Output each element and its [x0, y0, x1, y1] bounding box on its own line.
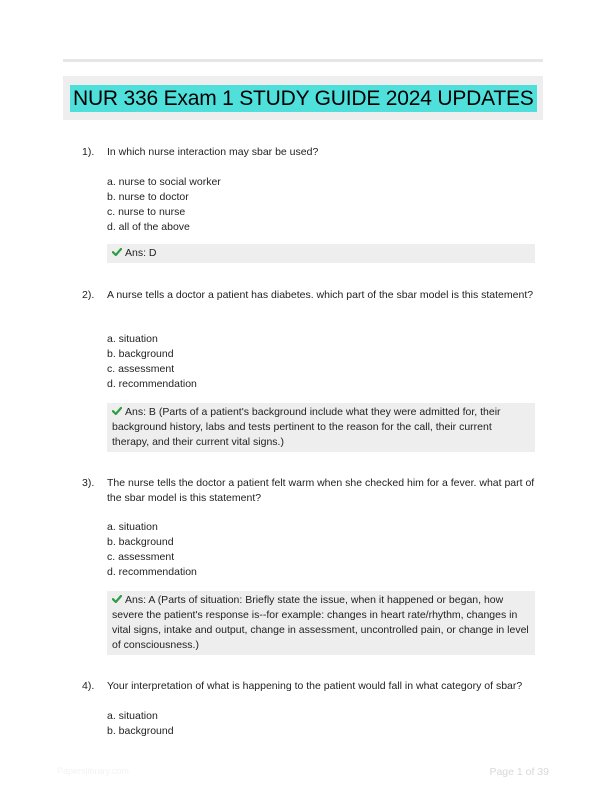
option: c. assessment	[107, 363, 175, 375]
options-list	[107, 332, 197, 392]
top-rule	[63, 59, 543, 62]
option: b. background	[107, 725, 174, 737]
check-icon	[112, 247, 122, 257]
question-number: 3).	[82, 477, 95, 489]
option: a. nurse to social worker	[107, 176, 221, 188]
options-list	[107, 175, 221, 235]
answer-text: Ans: D	[125, 247, 157, 259]
answer-box	[107, 244, 535, 263]
option: c. nurse to nurse	[107, 206, 186, 218]
answer-text: Ans: A (Parts of situation: Briefly state the issue, when it happened or began, how severe the patient's response is--for example: changes in heart rate/rhythm, changes in vital signs, intake and output, change in assessment, uncontrolled pain, or change in level of consciousness.)	[112, 594, 529, 651]
answer-box	[107, 403, 535, 452]
option: b. nurse to doctor	[107, 191, 189, 203]
answer-box	[107, 591, 535, 655]
footer-watermark: Paperslibrary.com	[57, 766, 129, 776]
option: a. situation	[107, 521, 158, 533]
option: c. assessment	[107, 551, 175, 563]
page-title: NUR 336 Exam 1 STUDY GUIDE 2024 UPDATES	[70, 85, 537, 112]
question-number: 1).	[82, 146, 95, 158]
check-icon	[112, 594, 122, 604]
question-text: In which nurse interaction may sbar be used?	[107, 146, 319, 158]
question-number: 4).	[82, 680, 95, 692]
question-text: The nurse tells the doctor a patient felt warm when she checked him for a fever. what part of the sbar model is this statement?	[107, 477, 535, 504]
check-icon	[112, 406, 122, 416]
option: d. recommendation	[107, 566, 197, 578]
option: a. situation	[107, 333, 158, 345]
option: d. recommendation	[107, 378, 197, 390]
answer-text: Ans: B (Parts of a patient's background include what they were admitted for, their background history, labs and tests pertinent to the reason for the call, their current therapy, and their current vital signs.)	[112, 406, 501, 448]
options-list	[107, 709, 174, 739]
question-number: 2).	[82, 289, 95, 301]
page-number: Page 1 of 39	[489, 766, 549, 778]
options-list	[107, 520, 197, 580]
option: a. situation	[107, 710, 158, 722]
option: b. background	[107, 348, 174, 360]
question-text: A nurse tells a doctor a patient has diabetes. which part of the sbar model is this statement?	[107, 289, 534, 301]
question-text: Your interpretation of what is happening to the patient would fall in what category of sbar?	[107, 680, 523, 692]
option: b. background	[107, 536, 174, 548]
option: d. all of the above	[107, 221, 190, 233]
